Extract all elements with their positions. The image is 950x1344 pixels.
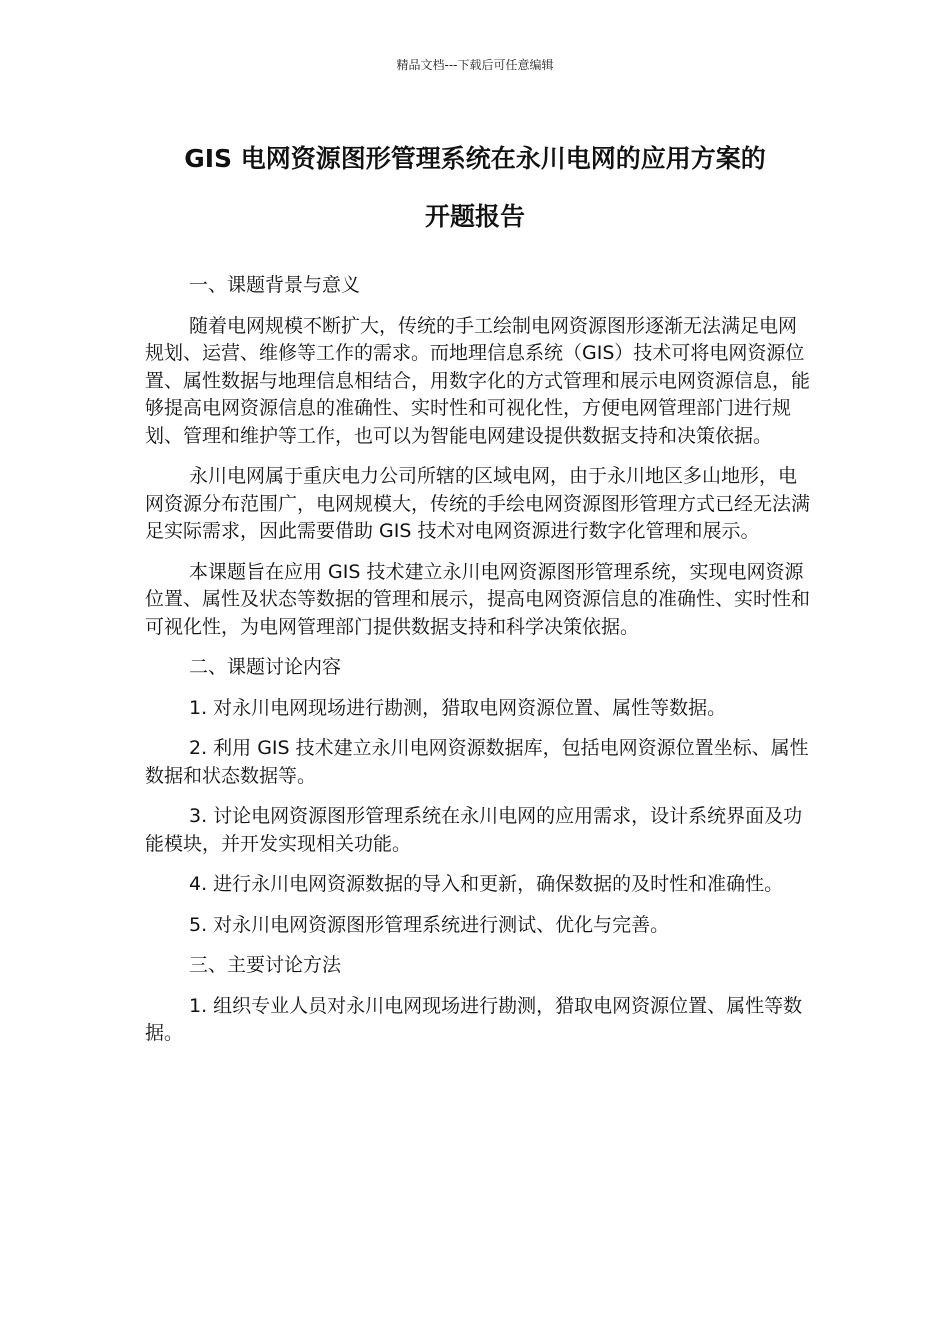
title-line-2: 开题报告 (424, 202, 525, 231)
section-3-heading: 三、主要讨论方法 (189, 954, 342, 976)
title-line-1: GIS 电网资源图形管理系统在永川电网的应用方案的 (184, 144, 766, 173)
section-1-paragraph-1: 随着电网规模不断扩大，传统的手工绘制电网资源图形逐渐无法满足电网规划、运营、维修等工作的需求。而地理信息系统（GIS）技术可将电网资源位置、属性数据与地理信息相结合，用数字化的方式管理和展示电网资源信息，能够提高电网资源信息的准确性、实时性和可视化性，方便电网管理部门进行规划、管理和维护等工作，也可以为智能电网建设提供数据支持和决策依据。 (145, 314, 811, 447)
section-2-item-2: 2. 利用 GIS 技术建立永川电网资源数据库，包括电网资源位置坐标、属性数据和状态数据等。 (145, 737, 809, 787)
section-1-heading: 一、课题背景与意义 (189, 274, 361, 296)
section-2-heading: 二、课题讨论内容 (189, 656, 342, 678)
document-body (145, 272, 810, 1061)
section-2-item-4: 4. 进行永川电网资源数据的导入和更新，确保数据的及时性和准确性。 (189, 873, 784, 895)
page-header: 精品文档---下载后可任意编辑 (396, 58, 554, 72)
document-title (130, 130, 820, 246)
section-1-paragraph-3: 本课题旨在应用 GIS 技术建立永川电网资源图形管理系统，实现电网资源位置、属性及状态等数据的管理和展示，提高电网资源信息的准确性、实时性和可视化性，为电网管理部门提供数据支持和科学决策依据。 (145, 560, 811, 638)
section-2-item-3: 3. 讨论电网资源图形管理系统在永川电网的应用需求，设计系统界面及功能模块，并开发实现相关功能。 (145, 805, 803, 855)
section-2-item-1: 1. 对永川电网现场进行勘测，猎取电网资源位置、属性等数据。 (189, 696, 727, 719)
section-2-item-5: 5. 对永川电网资源图形管理系统进行测试、优化与完善。 (189, 913, 670, 936)
section-1-paragraph-2: 永川电网属于重庆电力公司所辖的区域电网，由于永川地区多山地形，电网资源分布范围广，电网规模大，传统的手绘电网资源图形管理方式已经无法满足实际需求，因此需要借助 GIS 技术对电网资源进行数字化管理和展示。 (145, 465, 811, 542)
section-3-item-1: 1. 组织专业人员对永川电网现场进行勘测，猎取电网资源位置、属性等数据。 (145, 994, 803, 1044)
